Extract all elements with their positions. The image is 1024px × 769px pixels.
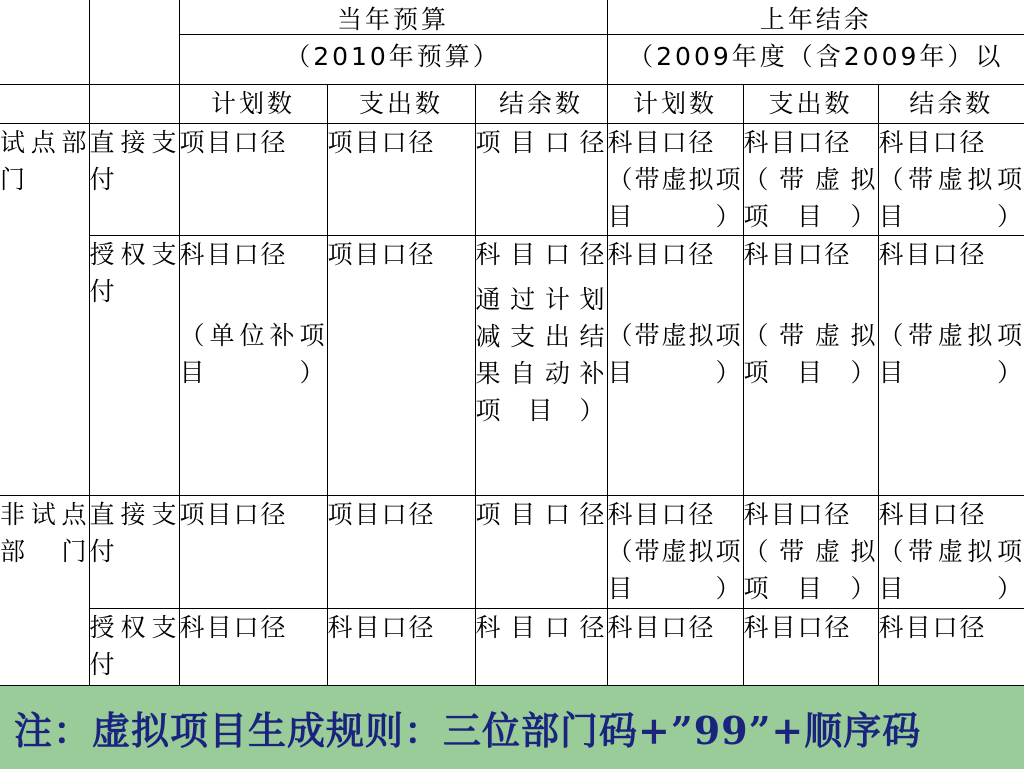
table-row [0, 608, 1024, 685]
table-cell [878, 235, 1024, 495]
table-cell [743, 495, 878, 608]
table-cell: 科目口径 [743, 608, 878, 685]
table-cell [878, 123, 1024, 235]
cell-line: （带虚拟项目） [607, 536, 743, 603]
table-cell: 项目口径 [475, 495, 607, 608]
cell-line: （单位补项目） [179, 320, 327, 387]
table-cell: 项目口径 [475, 123, 607, 235]
row-header-pilot-dept: 试点部门 [0, 123, 89, 495]
table-cell [475, 235, 607, 495]
cell-line: （带虚拟项目） [607, 320, 743, 387]
cell-line: 科目口径 [878, 499, 987, 529]
column-header-row [0, 84, 1024, 123]
current-year-budget-header [179, 0, 607, 84]
table-cell [878, 495, 1024, 608]
table-cell: 科目口径 [607, 608, 743, 685]
table-cell: 科目口径 [179, 608, 327, 685]
cell-line: 科目口径 [475, 239, 607, 269]
cell-line: （带虚拟项目） [878, 164, 1024, 231]
corner-cell [89, 84, 179, 123]
current-year-budget-subtitle: （2010年预算） [285, 42, 501, 71]
cell-line: 科目口径 [607, 499, 716, 529]
last-year-balance-subtitle: （2009年度（含2009年）以 [628, 42, 1004, 71]
corner-cell [0, 84, 89, 123]
col-header-balance: 结余数 [475, 84, 607, 123]
cell-line: 科目口径 [179, 239, 288, 269]
table-row [0, 495, 1024, 608]
table-row [0, 235, 1024, 495]
corner-cell [89, 0, 179, 84]
cell-line: （带虚拟项目） [743, 536, 878, 603]
table-cell: 科目口径 [327, 608, 475, 685]
cell-line: 通过计划减支出结果自动补项目） [475, 284, 607, 425]
table-cell [743, 235, 878, 495]
group-header-row [0, 0, 1024, 84]
cell-line: （带虚拟项目） [878, 320, 1024, 387]
cell-line: 科目口径 [743, 127, 852, 157]
col-header-plan: 计划数 [607, 84, 743, 123]
cell-line: 科目口径 [607, 239, 716, 269]
cell-line: 科目口径 [878, 239, 987, 269]
table-cell: 项目口径 [327, 123, 475, 235]
row-header-nonpilot-dept: 非试点部门 [0, 495, 89, 685]
col-header-plan: 计划数 [179, 84, 327, 123]
row-header-direct-payment: 直接支付 [89, 495, 179, 608]
virtual-item-rule-note: 注：虚拟项目生成规则：三位部门码+”99”+顺序码 [14, 708, 922, 753]
last-year-balance-title: 上年结余 [608, 0, 1024, 35]
table-row [0, 123, 1024, 235]
row-header-authorized-payment: 授权支付 [89, 608, 179, 685]
cell-line: 科目口径 [743, 239, 852, 269]
table-cell: 项目口径 [327, 495, 475, 608]
cell-line: （带虚拟项目） [743, 164, 878, 231]
table-cell [607, 123, 743, 235]
table-cell [743, 123, 878, 235]
table-cell [179, 235, 327, 495]
col-header-expense: 支出数 [743, 84, 878, 123]
table-cell: 项目口径 [179, 495, 327, 608]
note-banner [0, 685, 1024, 769]
cell-line: （带虚拟项目） [878, 536, 1024, 603]
cell-line: （带虚拟项目） [607, 164, 743, 231]
table-cell [607, 235, 743, 495]
last-year-balance-header [607, 0, 1024, 84]
cell-line: 科目口径 [607, 127, 716, 157]
table-cell: 科目口径 [878, 608, 1024, 685]
cell-line: 科目口径 [878, 127, 987, 157]
table-cell: 科目口径 [475, 608, 607, 685]
row-header-authorized-payment: 授权支付 [89, 235, 179, 495]
corner-cell [0, 0, 89, 84]
current-year-budget-title: 当年预算 [180, 0, 607, 35]
cell-line: （带虚拟项目） [743, 320, 878, 387]
row-header-direct-payment: 直接支付 [89, 123, 179, 235]
col-header-balance: 结余数 [878, 84, 1024, 123]
table-cell: 项目口径 [327, 235, 475, 495]
table-cell [607, 495, 743, 608]
col-header-expense: 支出数 [327, 84, 475, 123]
table-cell: 项目口径 [179, 123, 327, 235]
cell-line: 科目口径 [743, 499, 852, 529]
